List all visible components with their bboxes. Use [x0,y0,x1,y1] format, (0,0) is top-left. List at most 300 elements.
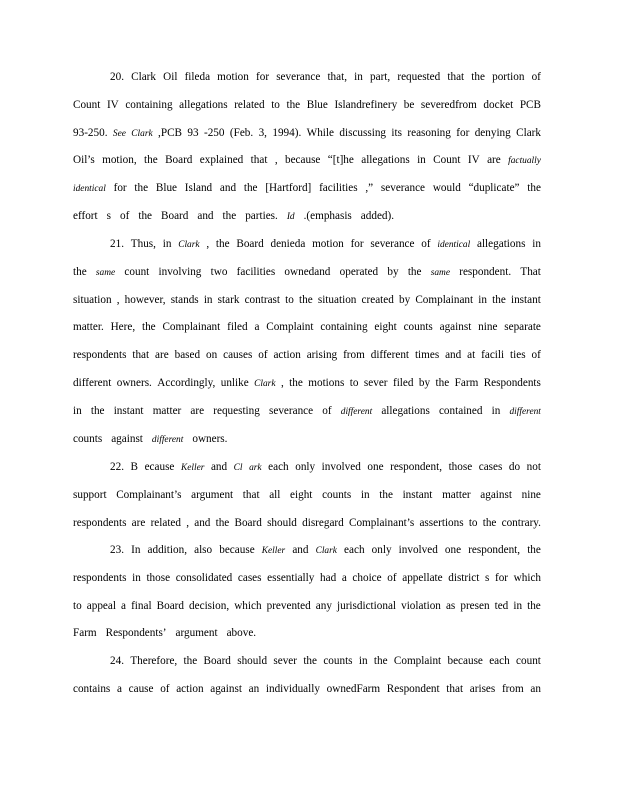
word: Board [165,154,193,167]
word: only [371,544,392,556]
word: cases [237,571,262,584]
word: prevented [266,599,311,612]
paragraph-number: 22. [110,461,124,473]
word: an [530,682,541,695]
word: the [144,154,158,167]
word: are [190,404,205,417]
word: ted [494,599,509,612]
word: action [176,682,204,695]
paragraph-20 [73,64,541,231]
word: motion [217,71,249,83]
word: against [480,488,512,501]
word: respondent, [468,544,521,556]
word: the [407,265,422,278]
word: severance [370,238,415,250]
word: Complainant’s [116,488,182,501]
word: Oil [163,71,178,83]
word: added). [360,209,395,222]
word: for [494,571,509,584]
word: allegations [361,154,410,167]
text-line [73,565,541,593]
word: in [358,655,368,667]
word: causes [223,349,253,362]
word: cause [128,682,154,695]
word: parties. [245,209,278,222]
word: Board [234,516,262,529]
word: essentially [267,571,315,584]
word: the [134,182,149,195]
word: .(emphasis [303,209,352,222]
word: argument [175,627,218,640]
text-line [73,454,541,482]
word: presen [460,599,490,612]
word: ecause [144,461,175,473]
word: filed [227,321,248,334]
text-line [73,259,541,287]
word: not [526,461,541,473]
word: for [456,126,470,139]
word: factually [508,156,541,167]
word: facili [481,349,505,362]
word: 1994). [272,126,302,139]
word: requesting [213,404,260,417]
word: contrary. [501,516,541,529]
word: the [243,182,258,195]
word: because [447,655,483,667]
word: respondents [73,516,127,529]
word: 93-250. [73,126,108,139]
word: in [491,404,501,417]
word: ownedand [284,265,331,278]
word: contained [438,404,483,417]
word: eight [374,321,397,334]
word: counts [403,321,433,334]
word: severedfrom [420,98,477,111]
word: nine [521,488,541,501]
word: contains [73,682,111,695]
word: the [527,544,541,556]
word: in [417,154,426,167]
word: decision, [189,599,230,612]
word: against [210,682,242,695]
word: for [350,238,364,250]
word: owners. [192,432,228,445]
word: that [447,71,465,83]
word: Count [433,154,461,167]
word: of [531,349,541,362]
word: different [340,406,373,417]
word: a [116,682,122,695]
word: situation [317,293,357,306]
word: one [444,544,462,556]
word: Therefore, [130,655,178,667]
word: portion [492,71,525,83]
word: Clark [131,71,156,83]
word: Respondents [483,376,541,389]
word: for [113,182,127,195]
word: by [399,293,411,306]
word: involved [398,544,438,556]
text-line [73,370,541,398]
word: related [234,98,265,111]
word: separate [504,321,541,334]
word: by [387,265,399,278]
text-line [73,231,541,259]
word: motions [308,376,345,389]
word: containing [320,321,368,334]
word: created [361,293,394,306]
word: motion [312,238,344,250]
word: [Hartford] [265,182,312,195]
word: Board [161,209,189,222]
word: PCB [519,98,541,111]
word: operated [339,265,379,278]
word: count [124,265,150,278]
word: in [478,293,487,306]
word: Complainant [415,293,474,306]
word: support [73,488,107,501]
text-line [73,287,541,315]
word: identical [73,184,106,195]
word: however, [124,293,166,306]
word: related [150,516,181,529]
word: the [73,265,87,278]
word: of [120,209,130,222]
text-line [73,120,541,148]
word: -250 [203,126,225,139]
word: the [286,98,301,111]
word: , [186,516,190,529]
word: at [467,349,476,362]
word: different [370,349,410,362]
word: allegations [179,98,228,111]
word: respondents [73,349,127,362]
word: same [430,267,450,278]
word: to [349,376,359,389]
word: See [112,128,126,139]
word: the [482,516,497,529]
word: are [487,154,501,167]
word: counts [73,432,103,445]
word: which [234,599,262,612]
word: the [215,238,230,250]
word: individually [265,682,320,695]
word: matter. [73,321,104,334]
word: IV [106,98,119,111]
word: , [280,376,284,389]
word: to [73,599,82,612]
word: violation [401,599,441,612]
word: denieda [270,238,306,250]
word: the [299,293,313,306]
text-line [73,342,541,370]
word: in [354,71,363,83]
word: motion, [102,154,137,167]
paragraph-number: 24. [110,655,124,667]
word: Thus, [130,238,156,250]
word: Clark [315,546,337,556]
word: “[t]he [327,154,354,167]
word: disregard [302,516,344,529]
word: and [194,516,211,529]
word: matter [152,404,182,417]
word: Clark [516,126,541,139]
word: the [373,655,388,667]
word: in [132,571,141,584]
word: 3, [258,126,267,139]
word: ,PCB [158,126,182,139]
word: two [210,265,228,278]
word: that [242,488,260,501]
word: reasoning [407,126,451,139]
word: assertions [419,516,464,529]
word: had [320,571,337,584]
word: Complainant [162,321,221,334]
paragraph-number: 23. [110,544,124,556]
word: argument [191,488,234,501]
word: Here, [110,321,136,334]
word: which [513,571,541,584]
word: Clark [178,240,200,250]
word: times [414,349,440,362]
word: cases [478,461,503,473]
word: severance [380,182,426,195]
word: that [250,154,268,167]
word: Board [156,599,184,612]
text-line [73,314,541,342]
word: should [237,655,268,667]
word: instant [510,293,541,306]
word: the [527,599,541,612]
word: and [210,461,228,473]
word: Clark [131,128,153,139]
word: “duplicate” [468,182,520,195]
word: Id [286,211,295,222]
word: respondent, [390,461,442,473]
word: ownedFarm [326,682,381,695]
word: from [501,682,524,695]
word: and [197,209,214,222]
word: also [194,544,213,556]
word: appellate [402,571,443,584]
word: and [445,349,462,362]
word: and [219,182,237,195]
word: effort [73,209,98,222]
word: docket [483,98,514,111]
word: B [130,461,139,473]
word: Board [203,655,231,667]
text-line [73,175,541,203]
word: Complaint [266,321,314,334]
word: on [206,349,218,362]
word: containing [125,98,173,111]
word: Oil’s [73,154,95,167]
word: as [445,599,456,612]
word: of [160,682,170,695]
word: are [131,516,146,529]
word: for [256,71,270,83]
word: a [254,321,260,334]
text-line [73,482,541,510]
word: Island [184,182,213,195]
word: , [206,238,210,250]
word: severance [276,71,321,83]
text-line [73,426,541,454]
word: situation [73,293,112,306]
word: and [292,544,309,556]
paragraph-23 [73,537,541,648]
word: above. [226,627,257,640]
word: facilities [319,182,358,195]
word: facilities [236,265,276,278]
word: the [215,516,230,529]
word: contrast [244,293,280,306]
word: would [432,182,461,195]
word: Farm [73,627,97,640]
word: to [285,293,294,306]
word: of [322,404,332,417]
word: action [273,349,301,362]
text-line [73,648,541,676]
word: respondents [73,571,127,584]
paragraph-21 [73,231,541,453]
word: of [421,238,431,250]
word: Farm [454,376,479,389]
word: the [90,404,105,417]
word: discussing [339,126,387,139]
word: do [508,461,521,473]
word: respondent. [459,265,512,278]
word: allegations [381,404,430,417]
word: choice [352,571,382,584]
word: the [471,71,485,83]
word: a [121,599,126,612]
word: sever [273,655,297,667]
text-line [73,92,541,120]
word: district [448,571,480,584]
word: appeal [86,599,116,612]
text-line [73,64,541,92]
word: by [418,376,431,389]
word: eight [290,488,313,501]
word: same [95,267,116,278]
text-line [73,147,541,175]
paragraph-22 [73,454,541,537]
word: an [248,682,260,695]
word: to [468,516,478,529]
word: While [306,126,334,139]
word: arising [306,349,338,362]
word: be [403,98,415,111]
word: That [520,265,541,278]
word: In [131,544,141,556]
word: in [162,238,172,250]
word: of [258,349,268,362]
word: the [183,655,198,667]
word: counts [322,488,352,501]
text-line [73,620,541,648]
word: the [435,376,450,389]
word: fileda [184,71,211,83]
word: in [532,238,541,250]
word: each [489,655,510,667]
word: the [527,182,541,195]
word: in [360,488,370,501]
word: involving [158,265,202,278]
word: because [219,544,255,556]
word: from [343,349,365,362]
word: jurisdictional [337,599,397,612]
word: the [141,321,156,334]
word: Keller [261,546,286,556]
word: severance [269,404,314,417]
word: in [513,599,523,612]
word: the [289,376,303,389]
paragraph-number: 20. [110,71,124,83]
word: are [155,349,169,362]
word: matter [442,488,471,501]
word: Board [236,238,264,250]
word: the [379,488,393,501]
word: one [367,461,384,473]
word: s [106,209,112,222]
word: ark [249,463,262,473]
word: different [73,376,112,389]
word: Blue [155,182,178,195]
word: filed [392,376,414,389]
word: addition, [147,544,187,556]
word: based [174,349,201,362]
word: against [439,321,472,334]
word: Blue [306,98,328,111]
word: that [446,682,464,695]
word: of [531,71,541,83]
word: requested [397,71,441,83]
word: any [315,599,332,612]
word: of [387,571,397,584]
word: different [509,406,541,417]
word: unlike [220,376,249,389]
word: in [203,293,213,306]
word: that [132,349,150,362]
text-line [73,398,541,426]
word: s [484,571,490,584]
word: each [344,544,365,556]
word: allegations [476,238,526,250]
word: different [151,434,184,445]
word: IV [467,154,480,167]
word: Clark [254,378,276,389]
word: count [516,655,541,667]
text-line [73,510,541,538]
word: (Feb. [229,126,254,139]
word: Keller [180,463,205,473]
word: Complaint [393,655,442,667]
word: those [448,461,473,473]
word: ,” [365,182,374,195]
word: stark [217,293,240,306]
word: each [268,461,289,473]
text-line [73,593,541,621]
word: explained [199,154,244,167]
word: involved [321,461,361,473]
word: arises [469,682,496,695]
word: instant [113,404,144,417]
paragraph-24 [73,648,541,704]
word: Cl [233,463,243,473]
word: Respondents’ [105,627,167,640]
word: 93 [187,126,199,139]
